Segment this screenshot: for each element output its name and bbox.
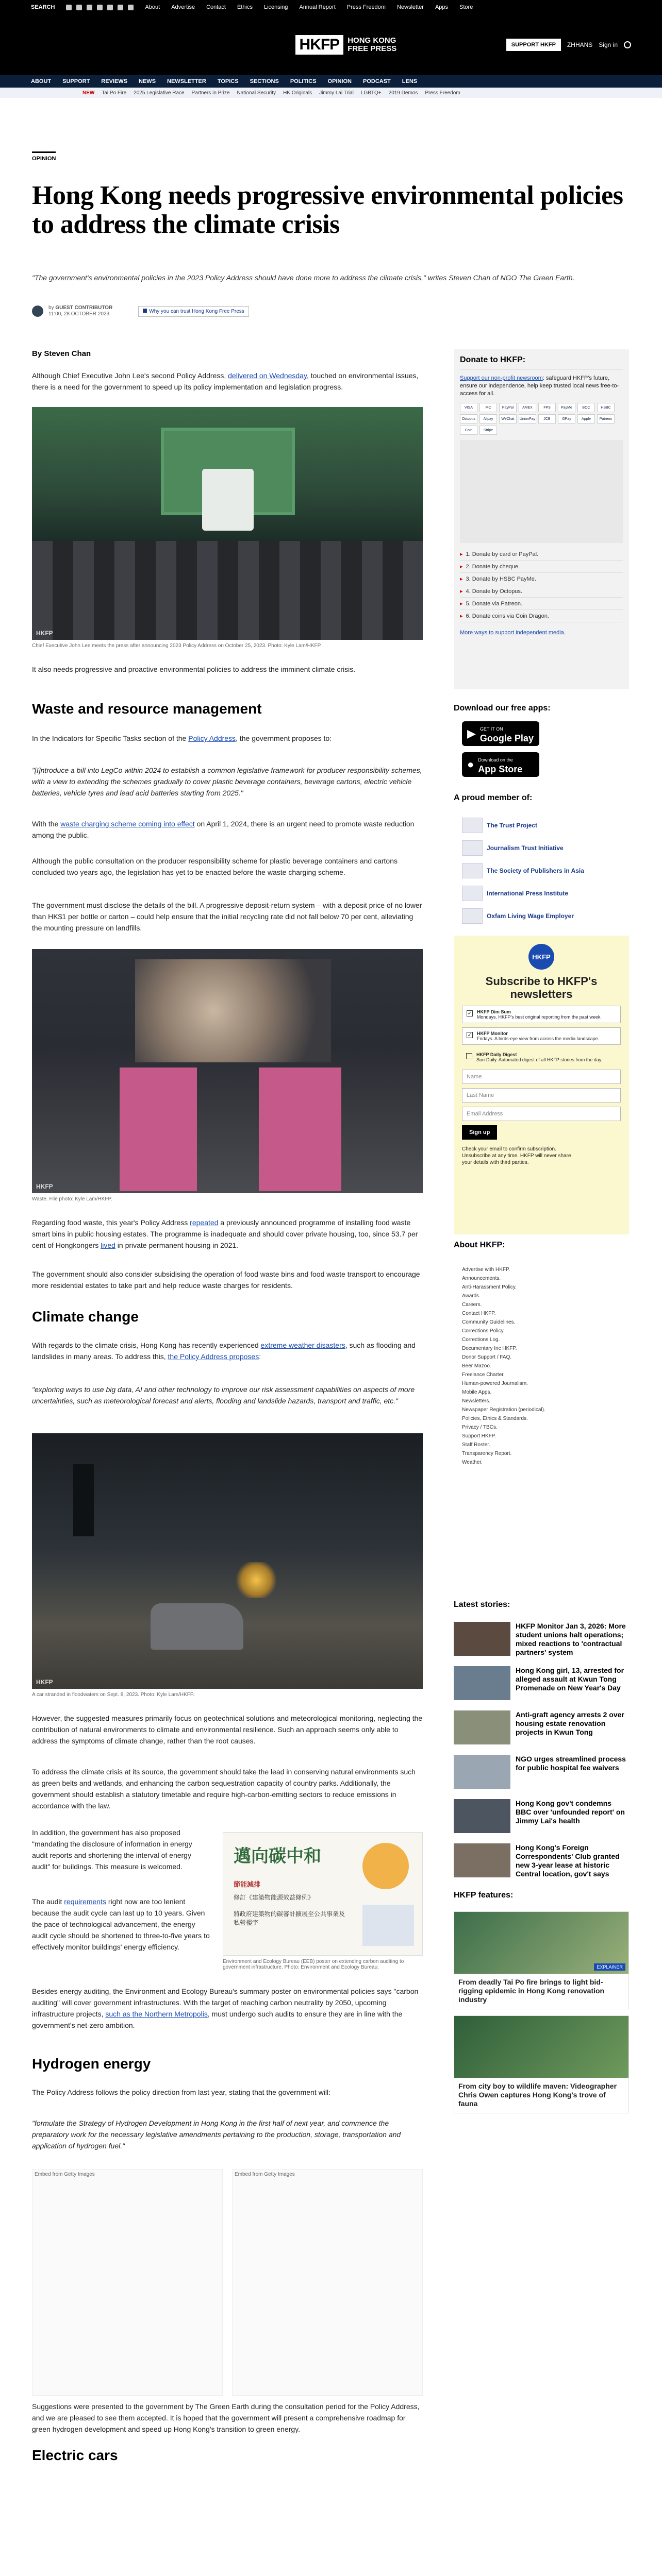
inline-link[interactable]: lived <box>101 1241 115 1249</box>
payment-icon: MC <box>479 403 497 412</box>
hkfp-watermark: HKFP <box>36 1183 53 1190</box>
about-link[interactable]: Donor Support / FAQ. <box>462 1354 512 1360</box>
inline-link[interactable]: the Policy Address proposes <box>168 1352 259 1361</box>
payment-icon: BOC <box>577 403 595 412</box>
member-logo <box>462 886 483 901</box>
newsletter-note: Check your email to confirm subscription. Unsubscribe at any time. HKFP will never share your details with third parties. <box>462 1146 571 1165</box>
member-trust-project[interactable]: The Trust Project <box>462 814 584 837</box>
member-logo <box>462 840 483 856</box>
payment-icon: Octopus <box>460 414 477 423</box>
about-link[interactable]: Documentary Inc HKFP. <box>462 1346 517 1351</box>
member-logo <box>462 863 483 878</box>
inline-link[interactable]: waste charging scheme coming into effect <box>60 820 195 828</box>
inline-link[interactable]: such as the Northern Metropolis <box>105 2010 208 2018</box>
top-link-contact[interactable]: Contact <box>206 4 226 10</box>
about-link[interactable]: Community Guidelines. <box>462 1319 516 1325</box>
feature-image <box>454 1912 628 1974</box>
story-thumb <box>454 1710 510 1744</box>
user-icon[interactable] <box>624 41 631 48</box>
nav-newsletter[interactable]: NEWSLETTER <box>167 78 206 84</box>
paragraph: Although Chief Executive John Lee's second Policy Address, delivered on Wednesday, touched on environmental issues, there is a need for the government to speed up its policy implementation and legislation progress. <box>32 371 419 391</box>
masthead <box>0 14 662 75</box>
story-item[interactable]: Hong Kong girl, 13, arrested for alleged assault at Kwun Tong Promenade on New Year's Day <box>454 1666 629 1704</box>
paragraph: The government should also consider subsidising the operation of food waste bins and food waste transport to encourage more residential estates to take part and help reduce waste charges for residents. <box>32 1270 420 1290</box>
linkedin-icon[interactable] <box>118 5 123 10</box>
heading-electric-cars: Electric cars <box>32 2447 118 2463</box>
paragraph: The Policy Address follows the policy direction from last year, stating that the government will: <box>32 2088 330 2096</box>
article-title: Hong Kong needs progressive environmental policies to address the climate crisis <box>32 181 623 239</box>
nav-sections[interactable]: SECTIONS <box>250 78 279 84</box>
feature-card[interactable]: From city boy to wildlife maven: Videographer Chris Owen captures Hong Kong's trove of fauna <box>454 2015 629 2113</box>
google-play-badge[interactable]: ▶ GET IT ON Google Play <box>462 721 539 746</box>
hkfp-watermark: HKFP <box>36 1679 53 1686</box>
ticker-item[interactable]: Jimmy Lai Trial <box>319 90 354 96</box>
app-store-badge[interactable]: ● Download on the App Store <box>462 752 539 777</box>
apps-title: Download our free apps: <box>454 704 551 713</box>
more-ways-link[interactable]: More ways to support independent media. <box>460 630 566 636</box>
trust-link[interactable]: Why you can trust Hong Kong Free Press <box>138 306 249 317</box>
donate-link[interactable]: Support our non-profit newsroom <box>460 375 543 381</box>
donate-option[interactable]: ▸ 2. Donate by cheque. <box>460 561 623 573</box>
inline-link[interactable]: delivered on Wednesday <box>228 371 307 380</box>
about-link[interactable]: Newsletters. <box>462 1398 491 1404</box>
about-link[interactable]: Privacy / TBCs. <box>462 1425 498 1430</box>
paragraph: It also needs progressive and proactive environmental policies to address the imminent climate crisis. <box>32 665 356 673</box>
about-link[interactable]: Transparency Report. <box>462 1451 512 1456</box>
features-list <box>454 1911 629 2120</box>
paragraph: In the Indicators for Specific Tasks section of the Policy Address, the government proposes to: <box>32 734 332 742</box>
member-title: A proud member of: <box>454 793 533 802</box>
paragraph: The government must disclose the details of the bill. A progressive deposit-return system – with a deposit price of no lower than HK$1 per bottle or carton – could help ensure that the initial recycling rate did not fall below 70 per cent, alleviating the mounting pressure on landfills. <box>32 901 422 932</box>
ticker-item[interactable]: Press Freedom <box>425 90 460 96</box>
photo-waste <box>32 949 423 1193</box>
arrow-icon: ▸ <box>460 551 463 557</box>
latest-title: Latest stories: <box>454 1600 510 1609</box>
story-thumb <box>454 1622 510 1656</box>
payment-icon: Apple <box>577 414 595 423</box>
about-link[interactable]: Staff Roster. <box>462 1442 490 1448</box>
payment-icon: FPS <box>538 403 556 412</box>
top-link-advertise[interactable]: Advertise <box>171 4 195 10</box>
about-link[interactable]: Human-powered Journalism. <box>462 1381 528 1386</box>
getty-embed: Embed from Getty Images <box>32 2169 223 2396</box>
payment-icon: VISA <box>460 403 477 412</box>
feature-card[interactable]: EXPLAINER From deadly Tai Po fire brings to light bid-rigging epidemic in Hong Kong renovation industry <box>454 1911 629 2009</box>
member-ipi[interactable]: International Press Institute <box>462 882 584 905</box>
arrow-icon: ▸ <box>460 564 463 570</box>
newsletter-logo: HKFP <box>528 944 554 970</box>
paragraph: With regards to the climate crisis, Hong Kong has recently experienced extreme weather disasters, such as flooding and landslides in many areas. To address this, the Policy Address proposes: <box>32 1341 416 1361</box>
about-link[interactable]: Announcements. <box>462 1276 501 1281</box>
nav-reviews[interactable]: REVIEWS <box>101 78 128 84</box>
payment-icon: Patreon <box>597 414 615 423</box>
ticker-item[interactable]: Partners in Prize <box>191 90 230 96</box>
donate-title: Donate to HKFP: <box>460 355 526 364</box>
sign-in-link[interactable]: Sign in <box>599 41 618 48</box>
checkbox-checked[interactable]: ✓ <box>467 1011 472 1016</box>
author-line: By Steven Chan <box>32 349 91 358</box>
social-icons <box>66 5 134 10</box>
nav-support[interactable]: SUPPORT <box>62 78 90 84</box>
donate-option[interactable]: ▸ 4. Donate by Octopus. <box>460 585 623 598</box>
ticker-item[interactable]: HK Originals <box>283 90 312 96</box>
payment-icon: AMEX <box>519 403 536 412</box>
inline-link[interactable]: repeated <box>190 1218 219 1227</box>
payment-icon: UnionPay <box>519 414 536 423</box>
newsletter-title: Subscribe to HKFP's newsletters <box>485 975 598 1001</box>
about-link[interactable]: Anti-Harassment Policy. <box>462 1284 517 1290</box>
member-sopa[interactable]: The Society of Publishers in Asia <box>462 859 584 882</box>
story-item[interactable]: NGO urges streamlined process for public hospital fee waivers <box>454 1755 629 1793</box>
top-link-press-freedom[interactable]: Press Freedom <box>346 4 386 10</box>
payment-icon: HSBC <box>597 403 615 412</box>
paragraph: However, the suggested measures primarily focus on geotechnical solutions and meteorological monitoring, neglecting the contribution of natural environments to climate and environmental resilience. Such an approach seems only able to address the symptoms of climate change, rather than the root causes. <box>32 1714 423 1745</box>
member-oxfam[interactable]: Oxfam Living Wage Employer <box>462 905 584 927</box>
instagram-icon[interactable] <box>87 5 92 10</box>
logo-mark: HKFP <box>295 35 344 55</box>
arrow-icon: ▸ <box>460 576 463 582</box>
top-link-licensing[interactable]: Licensing <box>263 4 288 10</box>
poster-title: 邁向碳中和 <box>234 1846 321 1866</box>
last-name-input[interactable]: Last Name <box>462 1088 621 1103</box>
photo-caption: Environment and Ecology Bureau (EEB) poster on extending carbon auditing to government infrastructure. Photo: Environment and Ecology Bureau. <box>223 1959 404 1970</box>
story-thumb <box>454 1799 510 1833</box>
main-nav <box>0 75 662 88</box>
photo-policy-address <box>32 407 423 640</box>
ticker-item[interactable]: LGBTQ+ <box>360 90 382 96</box>
checkbox-checked[interactable]: ✓ <box>467 1032 472 1038</box>
paragraph: In addition, the government has also proposed "mandating the disclosure of information in energy audit reports and shortening the interval of energy audit" for buildings. This measure is welcomed. <box>32 1828 192 1871</box>
story-thumb <box>454 1666 510 1700</box>
paragraph: Although the public consultation on the producer responsibility scheme for plastic beverage containers and cartons concluded two years ago, the legislation has yet to be enacted before the waste charging scheme. <box>32 857 398 876</box>
paragraph: With the waste charging scheme coming into effect on April 1, 2024, there is an urgent need to promote waste reduction among the public. <box>32 820 415 839</box>
paragraph: Besides energy auditing, the Environment and Ecology Bureau's summary poster on environmental policies says "carbon auditing" will cover government infrastructures. With the target of reaching carbon neutrality by 2050, upcoming infrastructure projects, such as the Northern Metropolis, must undergo such audits to ensure they are in line with the government's net-zero ambition. <box>32 1987 419 2029</box>
email-input[interactable]: Email Address <box>462 1107 621 1121</box>
donate-banner[interactable] <box>460 440 623 543</box>
telegram-icon[interactable] <box>107 5 113 10</box>
explainer-badge: EXPLAINER <box>594 1963 625 1971</box>
payment-icon: Alipay <box>479 414 497 423</box>
about-link[interactable]: Careers. <box>462 1302 482 1308</box>
story-item[interactable]: Hong Kong gov't condemns BBC over 'unfounded report' on Jimmy Lai's health <box>454 1799 629 1837</box>
inline-link[interactable]: requirements <box>64 1897 106 1906</box>
about-link[interactable]: Newspaper Registration (periodical). <box>462 1407 545 1413</box>
arrow-icon: ▸ <box>460 601 463 607</box>
features-title: HKFP features: <box>454 1891 514 1900</box>
name-input[interactable]: Name <box>462 1070 621 1084</box>
byline-date: 11:00, 28 OCTOBER 2023 <box>48 311 110 317</box>
inline-link[interactable]: Policy Address <box>188 734 236 742</box>
poster-line: 將政府建築物的碳審計擴展至公共事業及私營樓宇 <box>234 1910 345 1926</box>
payment-icon: PayPal <box>499 403 517 412</box>
language-switch[interactable]: ZHHANS <box>567 41 593 48</box>
payment-icon: Coin <box>460 426 477 435</box>
newsletter-option-monitor[interactable]: ✓ HKFP Monitor Fridays. A birds-eye view from across the media landscape. <box>462 1027 621 1045</box>
member-jti[interactable]: Journalism Trust Initiative <box>462 837 584 859</box>
paragraph: The audit requirements right now are too lenient because the audit cycle can last up to 10 years. Given the pace of technological advancement, the energy audit cycle should be shortened to three-to-five years to effectively monitor buildings' energy efficiency. <box>32 1897 210 1951</box>
sign-up-button[interactable]: Sign up <box>462 1125 497 1140</box>
checkbox[interactable] <box>466 1053 472 1059</box>
payment-icon: GPay <box>558 414 575 423</box>
inline-link[interactable]: extreme weather disasters <box>260 1341 345 1349</box>
arrow-icon: ▸ <box>460 613 463 619</box>
nav-about[interactable]: ABOUT <box>31 78 52 84</box>
top-link-annual-report[interactable]: Annual Report <box>299 4 336 10</box>
heading-climate: Climate change <box>32 1309 139 1325</box>
poster-line: 修訂《建築物能源效益條例》 <box>234 1894 315 1901</box>
ticker-item[interactable]: National Security <box>237 90 276 96</box>
ticker-bar <box>0 88 662 98</box>
photo-caption: Chief Executive John Lee meets the press after announcing 2023 Policy Address on October 25, 2023. Photo: Kyle Lam/HKFP. <box>32 643 322 649</box>
about-title: About HKFP: <box>454 1241 505 1249</box>
payment-icon: WeChat <box>499 414 517 423</box>
story-item[interactable]: Anti-graft agency arrests 2 over housing estate renovation projects in Kwun Tong <box>454 1710 629 1749</box>
about-link[interactable]: Weather. <box>462 1460 483 1465</box>
newsletter-option-daily-digest[interactable]: HKFP Daily Digest Sun-Daily. Automated digest of all HKFP stories from the day. <box>462 1049 621 1065</box>
story-thumb <box>454 1755 510 1789</box>
member-logo <box>462 908 483 924</box>
feature-image <box>454 2016 628 2078</box>
payment-icon: Stripe <box>479 426 497 435</box>
donate-option[interactable]: ▸ 6. Donate coins via Coin Dragon. <box>460 610 623 622</box>
ticker-item[interactable]: Tai Po Fire <box>102 90 127 96</box>
newsletter-widget <box>454 936 629 1234</box>
author-avatar <box>32 306 43 317</box>
donate-text: Support our non-profit newsroom: safeguard HKFP's future, ensure our independence, help keep trusted local news free-to-access for all. <box>460 375 619 397</box>
about-link[interactable]: Policies, Ethics & Standards. <box>462 1416 528 1421</box>
payment-icon: PayMe <box>558 403 575 412</box>
donate-option[interactable]: ▸ 3. Donate by HSBC PayMe. <box>460 573 623 585</box>
photo-caption: A car stranded in floodwaters on Sept. 8, 2023. Photo: Kyle Lam/HKFP. <box>32 1692 194 1698</box>
byline-author[interactable]: GUEST CONTRIBUTOR <box>55 305 113 311</box>
top-link-store[interactable]: Store <box>459 4 473 10</box>
story-item[interactable]: Hong Kong's Foreign Correspondents' Club granted new 3-year lease at historic Central location, gov't says <box>454 1843 629 1882</box>
top-link-ethics[interactable]: Ethics <box>237 4 253 10</box>
nav-podcast[interactable]: PODCAST <box>363 78 391 84</box>
ticker-item[interactable]: 2025 Legislative Race <box>134 90 185 96</box>
latest-stories <box>454 1622 629 1888</box>
apple-icon: ● <box>467 758 474 771</box>
payment-icon: JCB <box>538 414 556 423</box>
about-link[interactable]: Corrections Policy. <box>462 1328 505 1334</box>
getty-embed: Embed from Getty Images <box>232 2169 423 2396</box>
quote: "[I]ntroduce a bill into LegCo within 2024 to establish a common legislative framework for producer responsibility schemes, with a view to extending the schemes gradually to cover plastic beverage containers, beverage cartons, electric vehicle batteries, vehicle tyres and lead acid batteries starting from 2025." <box>32 766 422 797</box>
heading-waste: Waste and resource management <box>32 701 262 717</box>
about-link[interactable]: Beer Mazoo. <box>462 1363 491 1369</box>
rss-icon[interactable] <box>128 5 134 10</box>
about-link[interactable]: Support HKFP. <box>462 1433 496 1439</box>
about-list <box>462 1265 545 1467</box>
paragraph: To address the climate crisis at its source, the government should take the lead in conserving natural environments such as green belts and wetlands, and enhancing the carbon sequestration capacity of country parks. Additionally, the government should establish a statutory timetable and require high-carbon-emitting sectors to reduce emissions in accordance with the law. <box>32 1768 416 1810</box>
quote: "formulate the Strategy of Hydrogen Development in Hong Kong in the first half of next year, and commence the preparatory work for the necessary legislative amendments pertaining to the production, storage, transportation and application of hydrogen fuel." <box>32 2119 401 2150</box>
nav-politics[interactable]: POLITICS <box>290 78 317 84</box>
story-item[interactable]: HKFP Monitor Jan 3, 2026: More student unions halt operations; mixed reactions to 'contractual partners' system <box>454 1622 629 1660</box>
about-link[interactable]: Mobile Apps. <box>462 1389 492 1395</box>
story-thumb <box>454 1843 510 1877</box>
about-link[interactable]: Freelance Charter. <box>462 1372 505 1378</box>
logo-text-line1: HONG KONG <box>347 36 396 45</box>
heading-hydrogen: Hydrogen energy <box>32 2056 151 2072</box>
about-link[interactable]: Corrections Log. <box>462 1337 500 1343</box>
nav-lens[interactable]: LENS <box>402 78 418 84</box>
arrow-icon: ▸ <box>460 588 463 595</box>
hkfp-watermark: HKFP <box>36 630 53 637</box>
top-link-newsletter[interactable]: Newsletter <box>396 4 424 10</box>
top-link-about[interactable]: About <box>145 4 160 10</box>
top-link-apps[interactable]: Apps <box>435 4 449 10</box>
site-logo[interactable] <box>295 35 397 55</box>
search-link[interactable]: SEARCH <box>31 4 55 10</box>
about-link[interactable]: Awards. <box>462 1293 481 1299</box>
quote: "exploring ways to use big data, AI and other technology to improve our risk assessment capabilities on aspects of more uncertainties, such as meteorological forecast and alerts, flooding and landslide hazards, transport and traffic, etc." <box>32 1385 415 1405</box>
facebook-icon[interactable] <box>66 5 72 10</box>
logo-text-line2: FREE PRESS <box>347 44 397 53</box>
youtube-icon[interactable] <box>97 5 103 10</box>
paragraph: Regarding food waste, this year's Policy Address repeated a previously announced programme of installing food waste smart bins in public housing estates. The programme is inadequate and should cover private housing, too, since 53.7 per cent of Hongkongers lived in private permanent housing in 2021. <box>32 1218 418 1249</box>
nav-topics[interactable]: TOPICS <box>217 78 239 84</box>
donate-option[interactable]: ▸ 5. Donate via Patreon. <box>460 598 623 610</box>
eeb-poster <box>223 1832 423 1956</box>
member-logo <box>462 818 483 833</box>
photo-flood <box>32 1433 423 1689</box>
byline: by GUEST CONTRIBUTOR 11:00, 28 OCTOBER 2023 Why you can trust Hong Kong Free Press <box>32 305 249 317</box>
play-icon: ▶ <box>467 727 476 740</box>
about-link[interactable]: Contact HKFP. <box>462 1311 496 1316</box>
standfirst: "The government's environmental policies in the 2023 Policy Address should have done more to address the climate crisis," writes Steven Chan of NGO The Green Earth. <box>32 274 575 282</box>
top-bar <box>0 0 662 14</box>
ticker-item[interactable]: 2019 Demos <box>388 90 418 96</box>
nav-news[interactable]: NEWS <box>139 78 156 84</box>
ticker-label: NEW <box>82 90 95 96</box>
paragraph: Suggestions were presented to the government by The Green Earth during the consultation period for the Policy Address, and we are pleased to see them accepted. It is hoped that the government will present a comprehensive roadmap for green hydrogen development and speed up Hong Kong's transition to green energy. <box>32 2402 420 2433</box>
nav-opinion[interactable]: OPINION <box>327 78 352 84</box>
photo-caption: Waste. File photo: Kyle Lam/HKFP. <box>32 1196 112 1202</box>
newsletter-option-dim-sum[interactable]: ✓ HKFP Dim Sum Mondays. HKFP's best original reporting from the past week. <box>462 1006 621 1023</box>
donate-option[interactable]: ▸ 1. Donate by card or PayPal. <box>460 548 623 561</box>
section-label[interactable]: OPINION <box>32 151 56 162</box>
poster-subtitle: 節能減排 <box>234 1880 261 1888</box>
trust-icon <box>143 309 147 313</box>
twitter-icon[interactable] <box>76 5 82 10</box>
support-hkfp-button[interactable]: SUPPORT HKFP <box>506 39 561 51</box>
payment-methods <box>460 403 623 435</box>
about-link[interactable]: Advertise with HKFP. <box>462 1267 510 1273</box>
poster-mascot <box>362 1843 409 1889</box>
donate-widget <box>454 349 629 689</box>
